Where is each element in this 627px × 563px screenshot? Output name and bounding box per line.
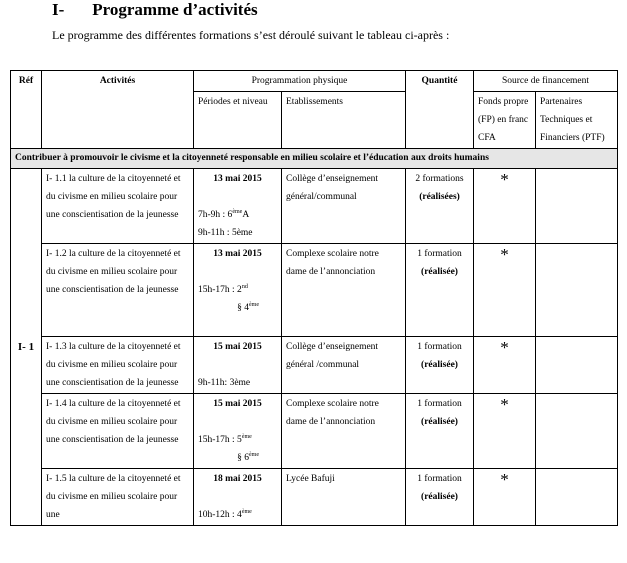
activity-cell: I- 1.1 la culture de la citoyenneté et du civisme en milieu scolaire pour une conscientisation de la jeunesse bbox=[42, 169, 194, 244]
establishment-cell: Complexe scolaire notre dame de l’annonciation bbox=[282, 394, 406, 469]
date-label: 13 mai 2015 bbox=[213, 174, 262, 184]
period-cell: 15 mai 2015 9h-11h: 3ème bbox=[194, 337, 282, 394]
activity-cell: I- 1.5 la culture de la citoyenneté et du civisme en milieu scolaire pour une bbox=[42, 469, 194, 526]
period-cell: 13 mai 2015 15h-17h : 2nd § 4ème bbox=[194, 244, 282, 337]
section-title-row: Contribuer à promouvoir le civisme et la citoyenneté responsable en milieu scolaire et l’éducation aux droits humains bbox=[11, 149, 618, 169]
activities-table bbox=[10, 70, 618, 526]
header-fonds: Fonds propre (FP) en franc CFA bbox=[474, 92, 536, 149]
establishment-cell: Collège d’enseignement général /communal bbox=[282, 337, 406, 394]
establishment-cell: Lycée Bafuji bbox=[282, 469, 406, 526]
intro-paragraph: Le programme des différentes formations s’est déroulé suivant le tableau ci-après : bbox=[52, 28, 450, 42]
establishment-cell: Complexe scolaire notre dame de l’annonciation bbox=[282, 244, 406, 337]
date-label: 15 mai 2015 bbox=[213, 342, 262, 352]
quantity-cell: 1 formation (réalisée) bbox=[406, 469, 474, 526]
quantity-cell: 1 formation (réalisée) bbox=[406, 394, 474, 469]
fonds-star: * bbox=[474, 469, 536, 526]
ptf-cell bbox=[536, 337, 618, 394]
header-ref: Réf bbox=[11, 71, 42, 149]
quantity-cell: 1 formation (réalisée) bbox=[406, 337, 474, 394]
period-cell: 15 mai 2015 15h-17h : 5ème § 6ème bbox=[194, 394, 282, 469]
header-programmation: Programmation physique bbox=[194, 71, 406, 92]
date-label: 18 mai 2015 bbox=[213, 474, 262, 484]
activity-cell: I- 1.2 la culture de la citoyenneté et du civisme en milieu scolaire pour une conscientisation de la jeunesse bbox=[42, 244, 194, 337]
ptf-cell bbox=[536, 169, 618, 244]
quantity-cell: 1 formation (réalisée) bbox=[406, 244, 474, 337]
header-quantite: Quantité bbox=[406, 71, 474, 149]
date-label: 13 mai 2015 bbox=[213, 249, 262, 259]
table-row bbox=[11, 169, 618, 244]
heading-number: I- bbox=[52, 0, 65, 19]
table-row bbox=[11, 244, 618, 337]
fonds-star: * bbox=[474, 394, 536, 469]
quantity-cell: 2 formations (réalisées) bbox=[406, 169, 474, 244]
table-row bbox=[11, 469, 618, 526]
group-ref: I- 1 bbox=[11, 169, 42, 526]
header-source: Source de financement bbox=[474, 71, 618, 92]
activity-cell: I- 1.3 la culture de la citoyenneté et du civisme en milieu scolaire pour une conscientisation de la jeunesse bbox=[42, 337, 194, 394]
header-periodes: Périodes et niveau bbox=[194, 92, 282, 149]
table-row bbox=[11, 394, 618, 469]
section-heading bbox=[52, 0, 258, 20]
header-activites: Activités bbox=[42, 71, 194, 149]
fonds-star: * bbox=[474, 244, 536, 337]
period-cell: 18 mai 2015 10h-12h : 4ème bbox=[194, 469, 282, 526]
ptf-cell bbox=[536, 394, 618, 469]
header-partenaires: Partenaires Techniques et Financiers (PTF) bbox=[536, 92, 618, 149]
activity-cell: I- 1.4 la culture de la citoyenneté et du civisme en milieu scolaire pour une conscientisation de la jeunesse bbox=[42, 394, 194, 469]
ptf-cell bbox=[536, 469, 618, 526]
fonds-star: * bbox=[474, 337, 536, 394]
establishment-cell: Collège d’enseignement général/communal bbox=[282, 169, 406, 244]
ptf-cell bbox=[536, 244, 618, 337]
heading-title: Programme d’activités bbox=[92, 0, 258, 19]
date-label: 15 mai 2015 bbox=[213, 399, 262, 409]
table-row bbox=[11, 337, 618, 394]
fonds-star: * bbox=[474, 169, 536, 244]
header-etablissements: Etablissements bbox=[282, 92, 406, 149]
period-cell: 13 mai 2015 7h-9h : 6èmeA 9h-11h : 5ème bbox=[194, 169, 282, 244]
